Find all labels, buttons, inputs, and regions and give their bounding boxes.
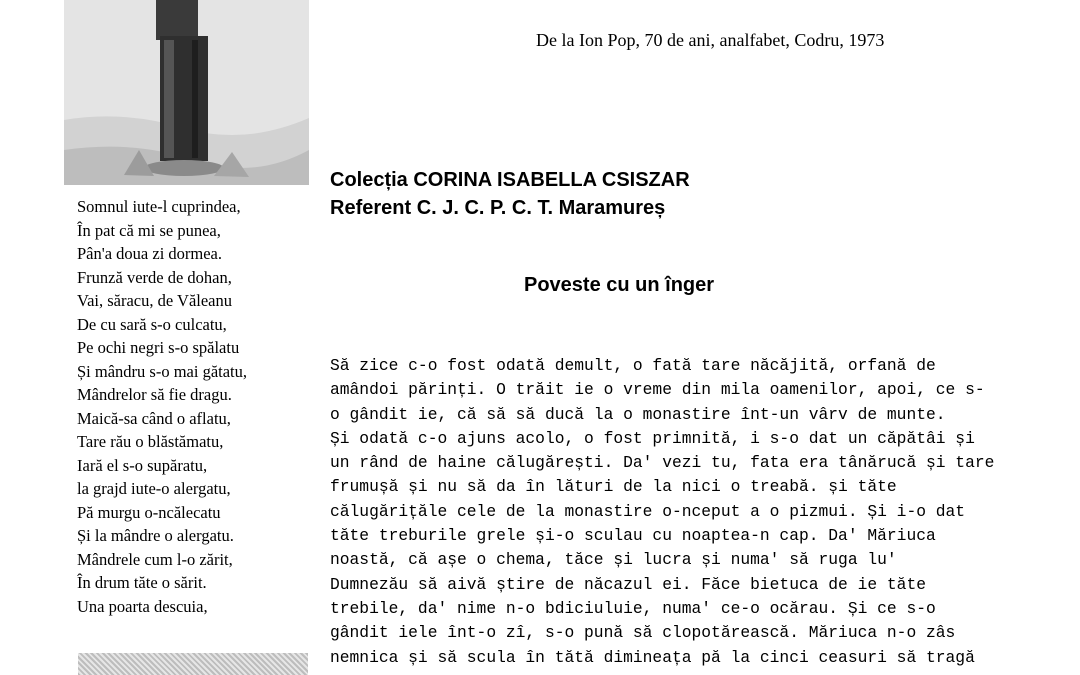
cross-image [64, 0, 309, 185]
poem-line: Vai, săracu, de Văleanu [77, 291, 233, 310]
poem-line: Frunză verde de dohan, [77, 267, 232, 287]
poem-line: Și la mândre o alergatu. [77, 526, 234, 545]
story-line: trebile, da' nime n-o bdiciuluie, numa' ce-o ocărau. Și ce s-o [330, 598, 936, 618]
story-line: o gândit ie, că să să ducă la o monastire înt-un vârv de munte. [330, 404, 946, 424]
poem-verses [77, 195, 317, 618]
poem-line: În pat că mi se punea, [77, 220, 221, 240]
poem-line: Pân'a doua zi dormea. [77, 244, 223, 263]
collection-referent: Referent C. J. C. P. C. T. Maramureș [330, 197, 666, 219]
poem-line: Tare rău o blăstămatu, [77, 432, 224, 451]
poem-line: De cu sară s-o culcatu, [77, 314, 227, 334]
collection-credit [330, 166, 690, 222]
story-line: un rând de haine călugărești. Da' vezi tu, fata era tânărucă și tare [330, 453, 995, 473]
story-line: noastă, că așe o chema, tăce și lucra și numa' să ruga lu' [330, 550, 897, 570]
collection-name: Colecția CORINA ISABELLA CSISZAR [330, 169, 690, 191]
story-line: nemnica și să scula în tătă dimineața pă la cinci ceasuri să tragă [330, 647, 975, 667]
story-line: amândoi părinți. O trăit ie o vreme din mila oamenilor, apoi, ce s- [330, 380, 985, 400]
poem-line: Iară el s-o supăratu, [77, 455, 208, 475]
source-attribution: De la Ion Pop, 70 de ani, analfabet, Codru, 1973 [536, 30, 885, 50]
poem-line: În drum tăte o sărit. [77, 573, 207, 592]
poem-line: Mândrele cum l-o zărit, [77, 549, 233, 569]
photo-wooden-cross [64, 0, 309, 185]
story-title: Poveste cu un înger [524, 274, 715, 296]
story-line: Să zice c-o fost odată demult, o fată tare năcăjită, orfană de [330, 356, 936, 375]
story-line: tăte treburile grele și-o sculau cu noaptea-n cap. Da' Măriuca [330, 526, 936, 546]
story-text [330, 354, 995, 670]
photo-bottom-edge [78, 653, 308, 675]
story-line: Și odată c-o ajuns acolo, o fost primnită, i s-o dat un căpătâi și [330, 428, 975, 448]
story-line: Dumnezău să aivă știre de năcazul ei. Făce bietuca de ie tăte [330, 574, 926, 594]
story-line: călugărițăle cele de la monastire o-nceput a o pizmui. Și i-o dat [330, 501, 966, 521]
poem-line: Pe ochi negri s-o spălatu [77, 338, 240, 357]
poem-line: Mândrelor să fie dragu. [77, 385, 232, 404]
poem-line: Una poarta descuia, [77, 596, 208, 616]
poem-line: Somnul iute-l cuprindea, [77, 197, 241, 216]
story-line: gândit iele înt-o zî, s-o pună să clopotărească. Măriuca n-o zâs [330, 623, 956, 643]
poem-line: la grajd iute-o alergatu, [77, 479, 231, 498]
poem-line: Pă murgu o-ncălecatu [77, 502, 221, 522]
poem-line: Și mândru s-o mai gătatu, [77, 361, 248, 381]
poem-line: Maică-sa când o aflatu, [77, 408, 231, 428]
story-line: frumușă și nu să da în lături de la nici o treabă. și tăte [330, 477, 897, 497]
